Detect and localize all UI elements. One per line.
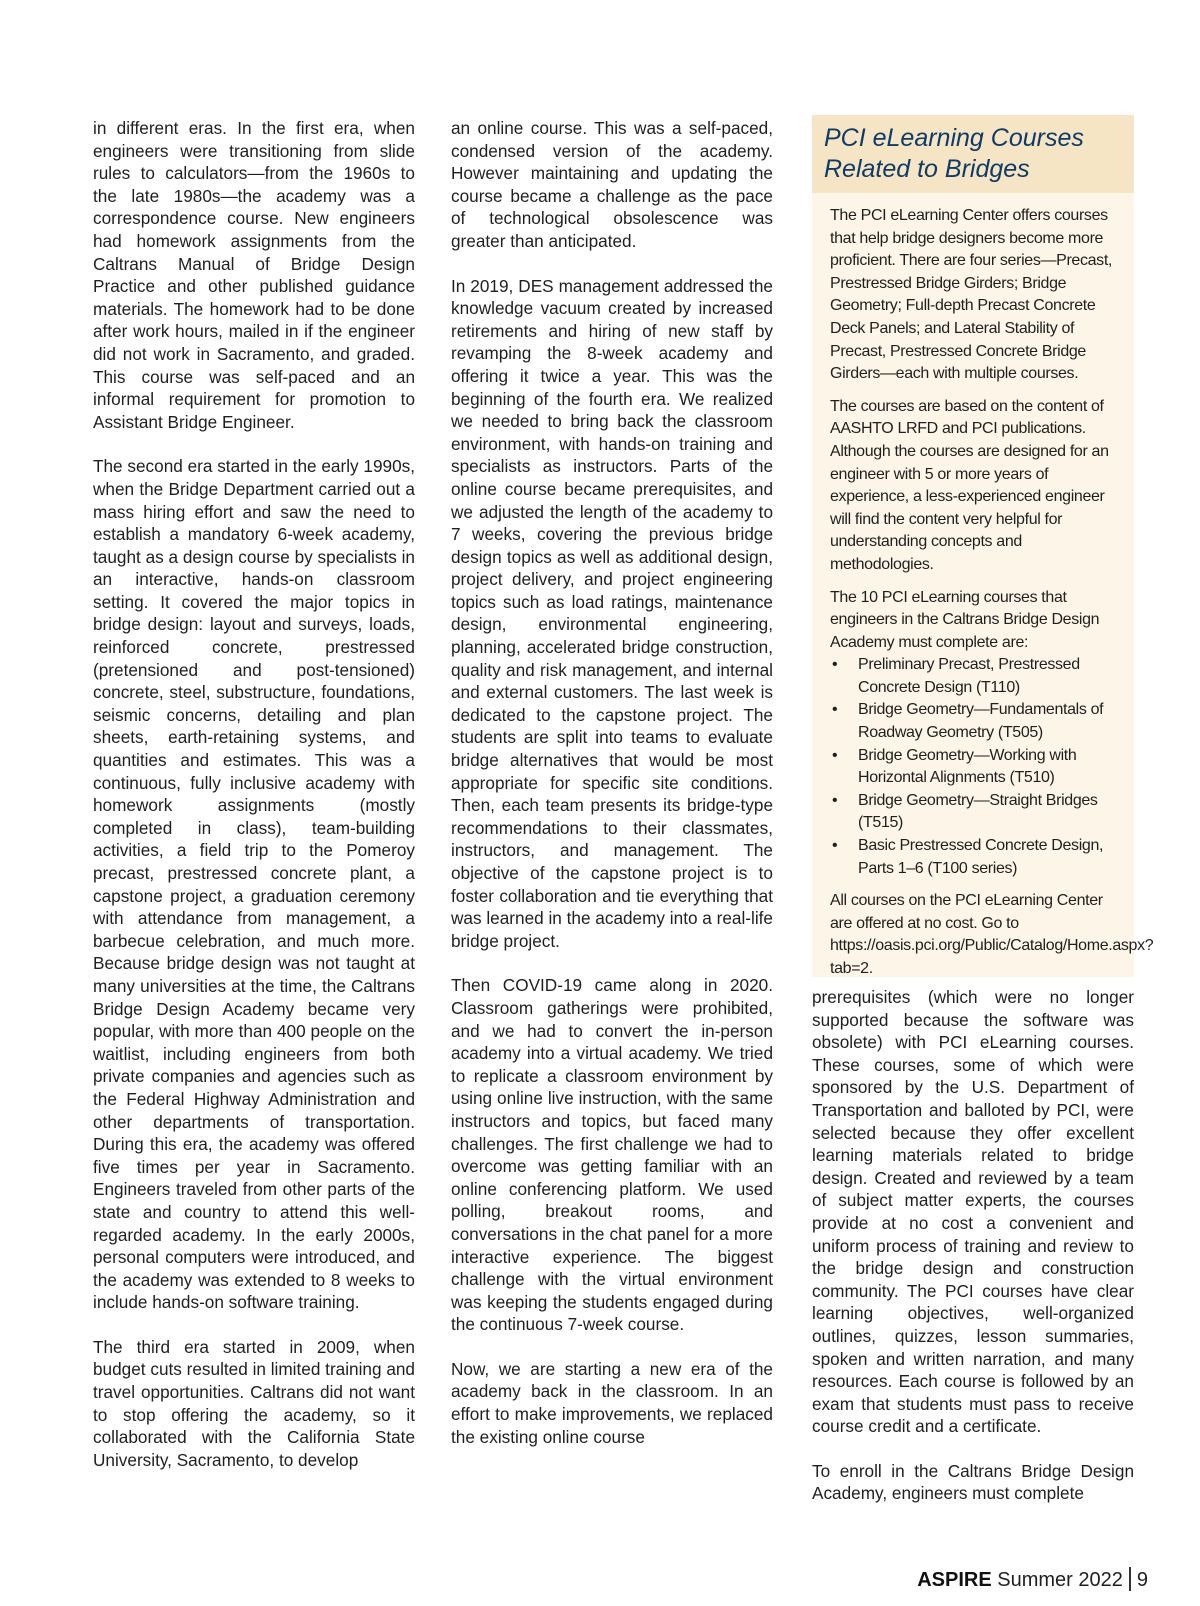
pci-elearning-sidebar: [812, 115, 1154, 977]
paragraph: In 2019, DES management addressed the knowledge vacuum created by increased retirements and hiring of new staff by revamping the 8-week academy and offering it twice a year. This was the beginning of the fourth era. We realized we needed to bring back the classroom environment, with hands-on training and specialists as instructors. Parts of the online course became prerequisites, and we adjusted the length of the academy to 7 weeks, covering the previous bridge design topics as well as additional design, project delivery, and project engineering topics such as load ratings, maintenance design, environmental engineering, planning, accelerated bridge construction, quality and risk management, and internal and external customers. The last week is dedicated to the capstone project. The students are split into teams to evaluate bridge alternatives that would be most appropriate for specific site conditions. Then, each team presents its bridge-type recommendations to their classmates, instructors, and management. The objective of the capstone project is to foster collaboration and tie everything that was learned in the academy into a real-life bridge project.: [451, 275, 773, 951]
paragraph: The third era started in 2009, when budget cuts resulted in limited training and travel opportunities. Caltrans did not want to stop offering the academy, so it collaborated with the California State University, Sacramento, to develop: [93, 1336, 415, 1470]
article-column-2: [451, 117, 773, 1448]
bullet-icon: •: [832, 701, 838, 719]
paragraph: Then COVID-19 came along in 2020. Classroom gatherings were prohibited, and we had to convert the in-person academy into a virtual academy. We tried to replicate a classroom environment by using online live instruction, with the same instructors and topics, but faced many challenges. The first challenge we had to overcome was getting familiar with an online conferencing platform. We used polling, breakout rooms, and conversations in the chat panel for a more interactive experience. The biggest challenge with the virtual environment was keeping the students engaged during the continuous 7-week course.: [451, 975, 773, 1335]
issue-label: Summer 2022: [997, 1569, 1123, 1591]
sidebar-list-intro: The 10 PCI eLearning courses that engineers in the Caltrans Bridge Design Academy must complete are:: [830, 588, 1100, 651]
list-item: [830, 745, 1118, 790]
paragraph: Now, we are starting a new era of the academy back in the classroom. In an effort to make improvements, we replaced the existing online course: [451, 1358, 773, 1447]
course-name: Bridge Geometry—Working with Horizontal Alignments (T510): [858, 746, 1077, 787]
article-column-1: [93, 117, 415, 1471]
list-item: [830, 654, 1118, 699]
paragraph: in different eras. In the first era, when engineers were transitioning from slide rules to calculators—from the 1960s to the late 1980s—the academy was a correspondence course. New engineers had homework assignments from the Caltrans Manual of Bridge Design Practice and other published guidance materials. The homework had to be done after work hours, mailed in if the engineer did not work in Sacramento, and graded. This course was self-paced and an informal requirement for promotion to Assistant Bridge Engineer.: [93, 118, 415, 432]
sidebar-closing: All courses on the PCI eLearning Center are offered at no cost. Go to https://oasis.pci.org/Public/Catalog/Home.aspx?tab=2.: [830, 892, 1154, 977]
magazine-name: ASPIRE: [917, 1569, 992, 1591]
bullet-icon: •: [832, 746, 838, 764]
paragraph: an online course. This was a self-paced, condensed version of the academy. However maintaining and updating the course became a challenge as the pace of technological obsolescence was greater than anticipated.: [451, 118, 773, 251]
footer-divider: [1129, 1567, 1131, 1591]
course-name: Bridge Geometry—Straight Bridges (T515): [858, 791, 1098, 832]
bullet-icon: •: [832, 837, 838, 855]
list-item: [830, 835, 1118, 880]
sidebar-header: [812, 115, 1134, 193]
sidebar-title: PCI eLearning Courses Related to Bridges: [824, 124, 1084, 183]
course-list: [830, 654, 1118, 880]
sidebar-paragraph: The courses are based on the content of AASHTO LRFD and PCI publications. Although the courses are designed for an engineer with 5 or more years of experience, a less-experienced engineer will find the content very helpful for understanding concepts and methodologies.: [830, 397, 1109, 573]
page-footer: [917, 1567, 1148, 1593]
sidebar-body: [812, 193, 1154, 981]
bullet-icon: •: [832, 656, 838, 674]
course-name: Preliminary Precast, Prestressed Concrete Design (T110): [858, 656, 1080, 696]
paragraph: To enroll in the Caltrans Bridge Design Academy, engineers must complete: [812, 1460, 1134, 1504]
paragraph: The second era started in the early 1990s, when the Bridge Department carried out a mass hiring effort and saw the need to establish a mandatory 6-week academy, taught as a design course by specialists in an interactive, hands-on classroom setting. It covered the major topics in bridge design: layout and surveys, loads, reinforced concrete, prestressed (pretensioned and post-tensioned) concrete, steel, substructure, foundations, seismic concerns, detailing and plan sheets, earth-retaining systems, and quantities and estimates. This was a continuous, fully inclusive academy with homework assignments (mostly completed in class), team-building activities, a field trip to the Pomeroy precast, prestressed concrete plant, a capstone project, a graduation ceremony with attendance from management, a barbecue celebration, and much more. Because bridge design was not taught at many universities at the time, the Caltrans Bridge Design Academy became very popular, with more than 400 people on the waitlist, including engineers from both private companies and agencies such as the Federal Highway Administration and other departments of transportation. During this era, the academy was offered five times per year in Sacramento. Engineers traveled from other parts of the state and country to attend this well-regarded academy. In the early 2000s, personal computers were introduced, and the academy was extended to 8 weeks to include hands-on software training.: [93, 456, 415, 1313]
list-item: [830, 790, 1118, 835]
course-name: Basic Prestressed Concrete Design, Parts 1–6 (T100 series): [858, 837, 1104, 877]
list-item: [830, 699, 1118, 744]
page-number: 9: [1136, 1569, 1148, 1591]
paragraph: prerequisites (which were no longer supported because the software was obsolete) with PCI eLearning courses. These courses, some of which were sponsored by the U.S. Department of Transportation and balloted by PCI, were selected because they offer excellent learning materials related to bridge design. Created and reviewed by a team of subject matter experts, the courses provide at no cost a convenient and uniform process of training and review to the bridge design and construction community. The PCI courses have clear learning objectives, well-organized outlines, quizzes, lesson summaries, spoken and written narration, and many resources. Each course is followed by an exam that students must pass to receive course credit and a certificate.: [812, 987, 1134, 1437]
sidebar-paragraph: The PCI eLearning Center offers courses that help bridge designers become more proficient. There are four series—Precast, Prestressed Bridge Girders; Bridge Geometry; Full-depth Precast Concrete Deck Panels; and Lateral Stability of Precast, Prestressed Concrete Bridge Girders—each with multiple courses.: [830, 207, 1113, 383]
bullet-icon: •: [832, 791, 838, 809]
article-column-3: [812, 986, 1134, 1505]
course-name: Bridge Geometry—Fundamentals of Roadway Geometry (T505): [858, 701, 1104, 742]
